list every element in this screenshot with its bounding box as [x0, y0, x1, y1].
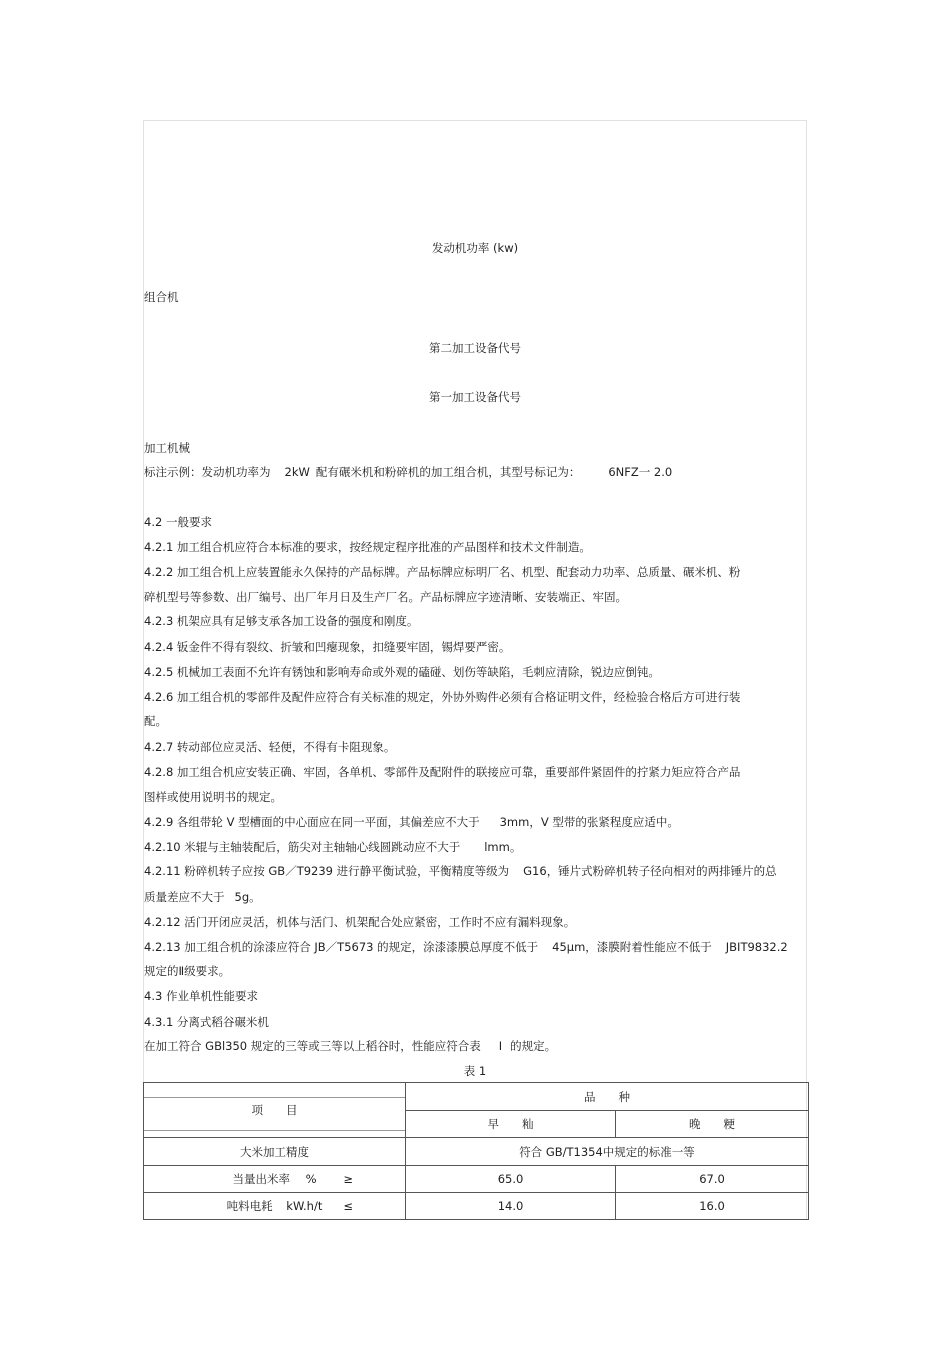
row-unit: kW.h/t — [286, 1199, 323, 1213]
row-early-value: 14.0 — [406, 1193, 616, 1220]
clause-4-3-1: 4.3.1 分离式稻谷碾米机 — [144, 1015, 269, 1029]
row-late-value: 67.0 — [616, 1166, 809, 1193]
section-4-2: 4.2 一般要求 — [144, 515, 212, 529]
example-middle: 配有碾米机和粉碎机的加工组合机，其型号标记为： — [315, 465, 581, 479]
header-early: 早 籼 — [406, 1111, 616, 1138]
clause-4-2-11-tail: ，锤片式粉碎机转子径向相对的两排锤片的总 — [546, 864, 777, 878]
clause-4-3-1-body: 在加工符合 GBl350 规定的三等或三等以上稻谷时，性能应符合表 — [144, 1039, 481, 1053]
second-code-label: 第二加工设备代号 — [429, 341, 521, 355]
combo-label: 组合机 — [144, 290, 179, 304]
clause-4-2-9-tail: ，V 型带的张紧程度应适中。 — [529, 815, 679, 829]
header-item-cell — [144, 1083, 406, 1138]
clause-4-2-6-b: 配。 — [144, 714, 167, 728]
clause-4-2-5: 4.2.5 机械加工表面不允许有锈蚀和影响寿命或外观的磕碰、划伤等缺陷，毛刺应清除，锐边应倒钝。 — [144, 665, 660, 679]
row-merged-value: 符合 GB/T1354中规定的标准一等 — [406, 1138, 809, 1166]
row-label: 吨料电耗 — [226, 1199, 273, 1213]
clause-4-3-1-end: 的规定。 — [510, 1039, 557, 1053]
clause-4-2-10-tail: 。 — [509, 840, 522, 854]
clause-4-2-13-thickness: 45μm — [552, 940, 586, 954]
clause-4-2-13-text: 4.2.13 加工组合机的涂漆应符合 JB／T5673 的规定，涂漆漆膜总厚度不低于 — [144, 940, 539, 954]
clause-4-3-1-text — [144, 1039, 556, 1053]
row-label-cell — [144, 1166, 406, 1193]
clause-4-2-11-text: 4.2.11 粉碎机转子应按 GB／T9239 进行静平衡试验，平衡精度等级为 — [144, 864, 510, 878]
clause-4-2-1: 4.2.1 加工组合机应符合本标准的要求，按经规定程序批准的产品图样和技术文件制造。 — [144, 540, 591, 554]
clause-4-2-3: 4.2.3 机架应具有足够支承各加工设备的强度和刚度。 — [144, 614, 419, 628]
machinery-label: 加工机械 — [144, 441, 190, 455]
clause-4-2-9-value: 3mm — [499, 815, 530, 829]
header-variety: 品 种 — [406, 1083, 809, 1111]
clause-4-2-13-mid: ，漆膜附着性能应不低于 — [585, 940, 712, 954]
row-label-cell — [144, 1193, 406, 1220]
clause-4-2-2-a: 4.2.2 加工组合机上应装置能永久保持的产品标牌。产品标牌应标明厂名、机型、配套动力功率、总质量、碾米机、粉 — [144, 565, 741, 579]
table-row — [144, 1166, 809, 1193]
clause-4-2-11-end: 。 — [249, 890, 261, 904]
engine-power-label: 发动机功率 (kw) — [431, 241, 519, 255]
clause-4-3-1-table-ref: Ⅰ — [498, 1039, 503, 1053]
row-symbol: ≤ — [343, 1199, 353, 1213]
clause-4-2-8-a: 4.2.8 加工组合机应安装正确、牢固，各单机、零部件及配附件的联接应可靠，重要部件紧固件的拧紧力矩应符合产品 — [144, 765, 741, 779]
clause-4-2-9 — [144, 815, 679, 829]
clause-4-2-9-text: 4.2.9 各组带轮 V 型槽面的中心面应在同一平面，其偏差应不大于 — [144, 815, 480, 829]
clause-4-2-11-text2: 质量差应不大于 — [144, 890, 225, 904]
clause-4-2-13-b: 规定的Ⅱ级要求。 — [144, 964, 231, 978]
clause-4-2-11-a — [144, 864, 777, 878]
clause-4-2-10-value: lmm — [484, 840, 510, 854]
clause-4-2-6-a: 4.2.6 加工组合机的零部件及配件应符合有关标准的规定，外协外购件必须有合格证明文件，经检验合格后方可进行装 — [144, 690, 741, 704]
row-symbol: ≥ — [343, 1172, 353, 1186]
header-late: 晚 粳 — [616, 1111, 809, 1138]
clause-4-2-13-standard: JBIT9832.2 — [725, 940, 788, 954]
clause-4-2-11-value: G16 — [523, 864, 547, 878]
first-code-label: 第一加工设备代号 — [429, 390, 521, 404]
row-label: 大米加工精度 — [144, 1138, 406, 1166]
clause-4-2-4: 4.2.4 钣金件不得有裂纹、折皱和凹瘪现象，扣缝要牢固，锡焊要严密。 — [144, 640, 511, 654]
clause-4-2-11-b — [144, 890, 261, 904]
clause-4-2-10 — [144, 840, 521, 854]
row-unit: % — [305, 1172, 317, 1186]
row-label: 当量出米率 — [232, 1172, 290, 1186]
clause-4-2-10-text: 4.2.10 米辊与主轴装配后，筋尖对主轴轴心线圆跳动应不大于 — [144, 840, 461, 854]
clause-4-2-13-a — [144, 940, 788, 954]
header-item: 项 目 — [251, 1103, 298, 1117]
table-row — [144, 1138, 809, 1166]
example-power: 2kW — [284, 465, 310, 479]
example-model: 6NFZ一 2.0 — [608, 465, 673, 479]
section-4-3: 4.3 作业单机性能要求 — [144, 989, 258, 1003]
clause-4-2-2-b: 碎机型号等参数、出厂编号、出厂年月日及生产厂名。产品标牌应字迹清晰、安装端正、牢固。 — [144, 590, 627, 604]
clause-4-2-11-mass: 5g — [234, 890, 250, 904]
table-row — [144, 1193, 809, 1220]
table-caption: 表 1 — [463, 1064, 487, 1078]
row-early-value: 65.0 — [406, 1166, 616, 1193]
example-prefix: 标注示例：发动机功率为 — [144, 465, 271, 479]
example-line — [144, 465, 672, 479]
row-late-value: 16.0 — [616, 1193, 809, 1220]
clause-4-2-7: 4.2.7 转动部位应灵活、轻便，不得有卡阻现象。 — [144, 740, 396, 754]
clause-4-2-12: 4.2.12 活门开闭应灵活，机体与活门、机架配合处应紧密，工作时不应有漏料现象。 — [144, 915, 576, 929]
clause-4-2-8-b: 图样或使用说明书的规定。 — [144, 790, 282, 804]
spec-table — [143, 1082, 809, 1220]
